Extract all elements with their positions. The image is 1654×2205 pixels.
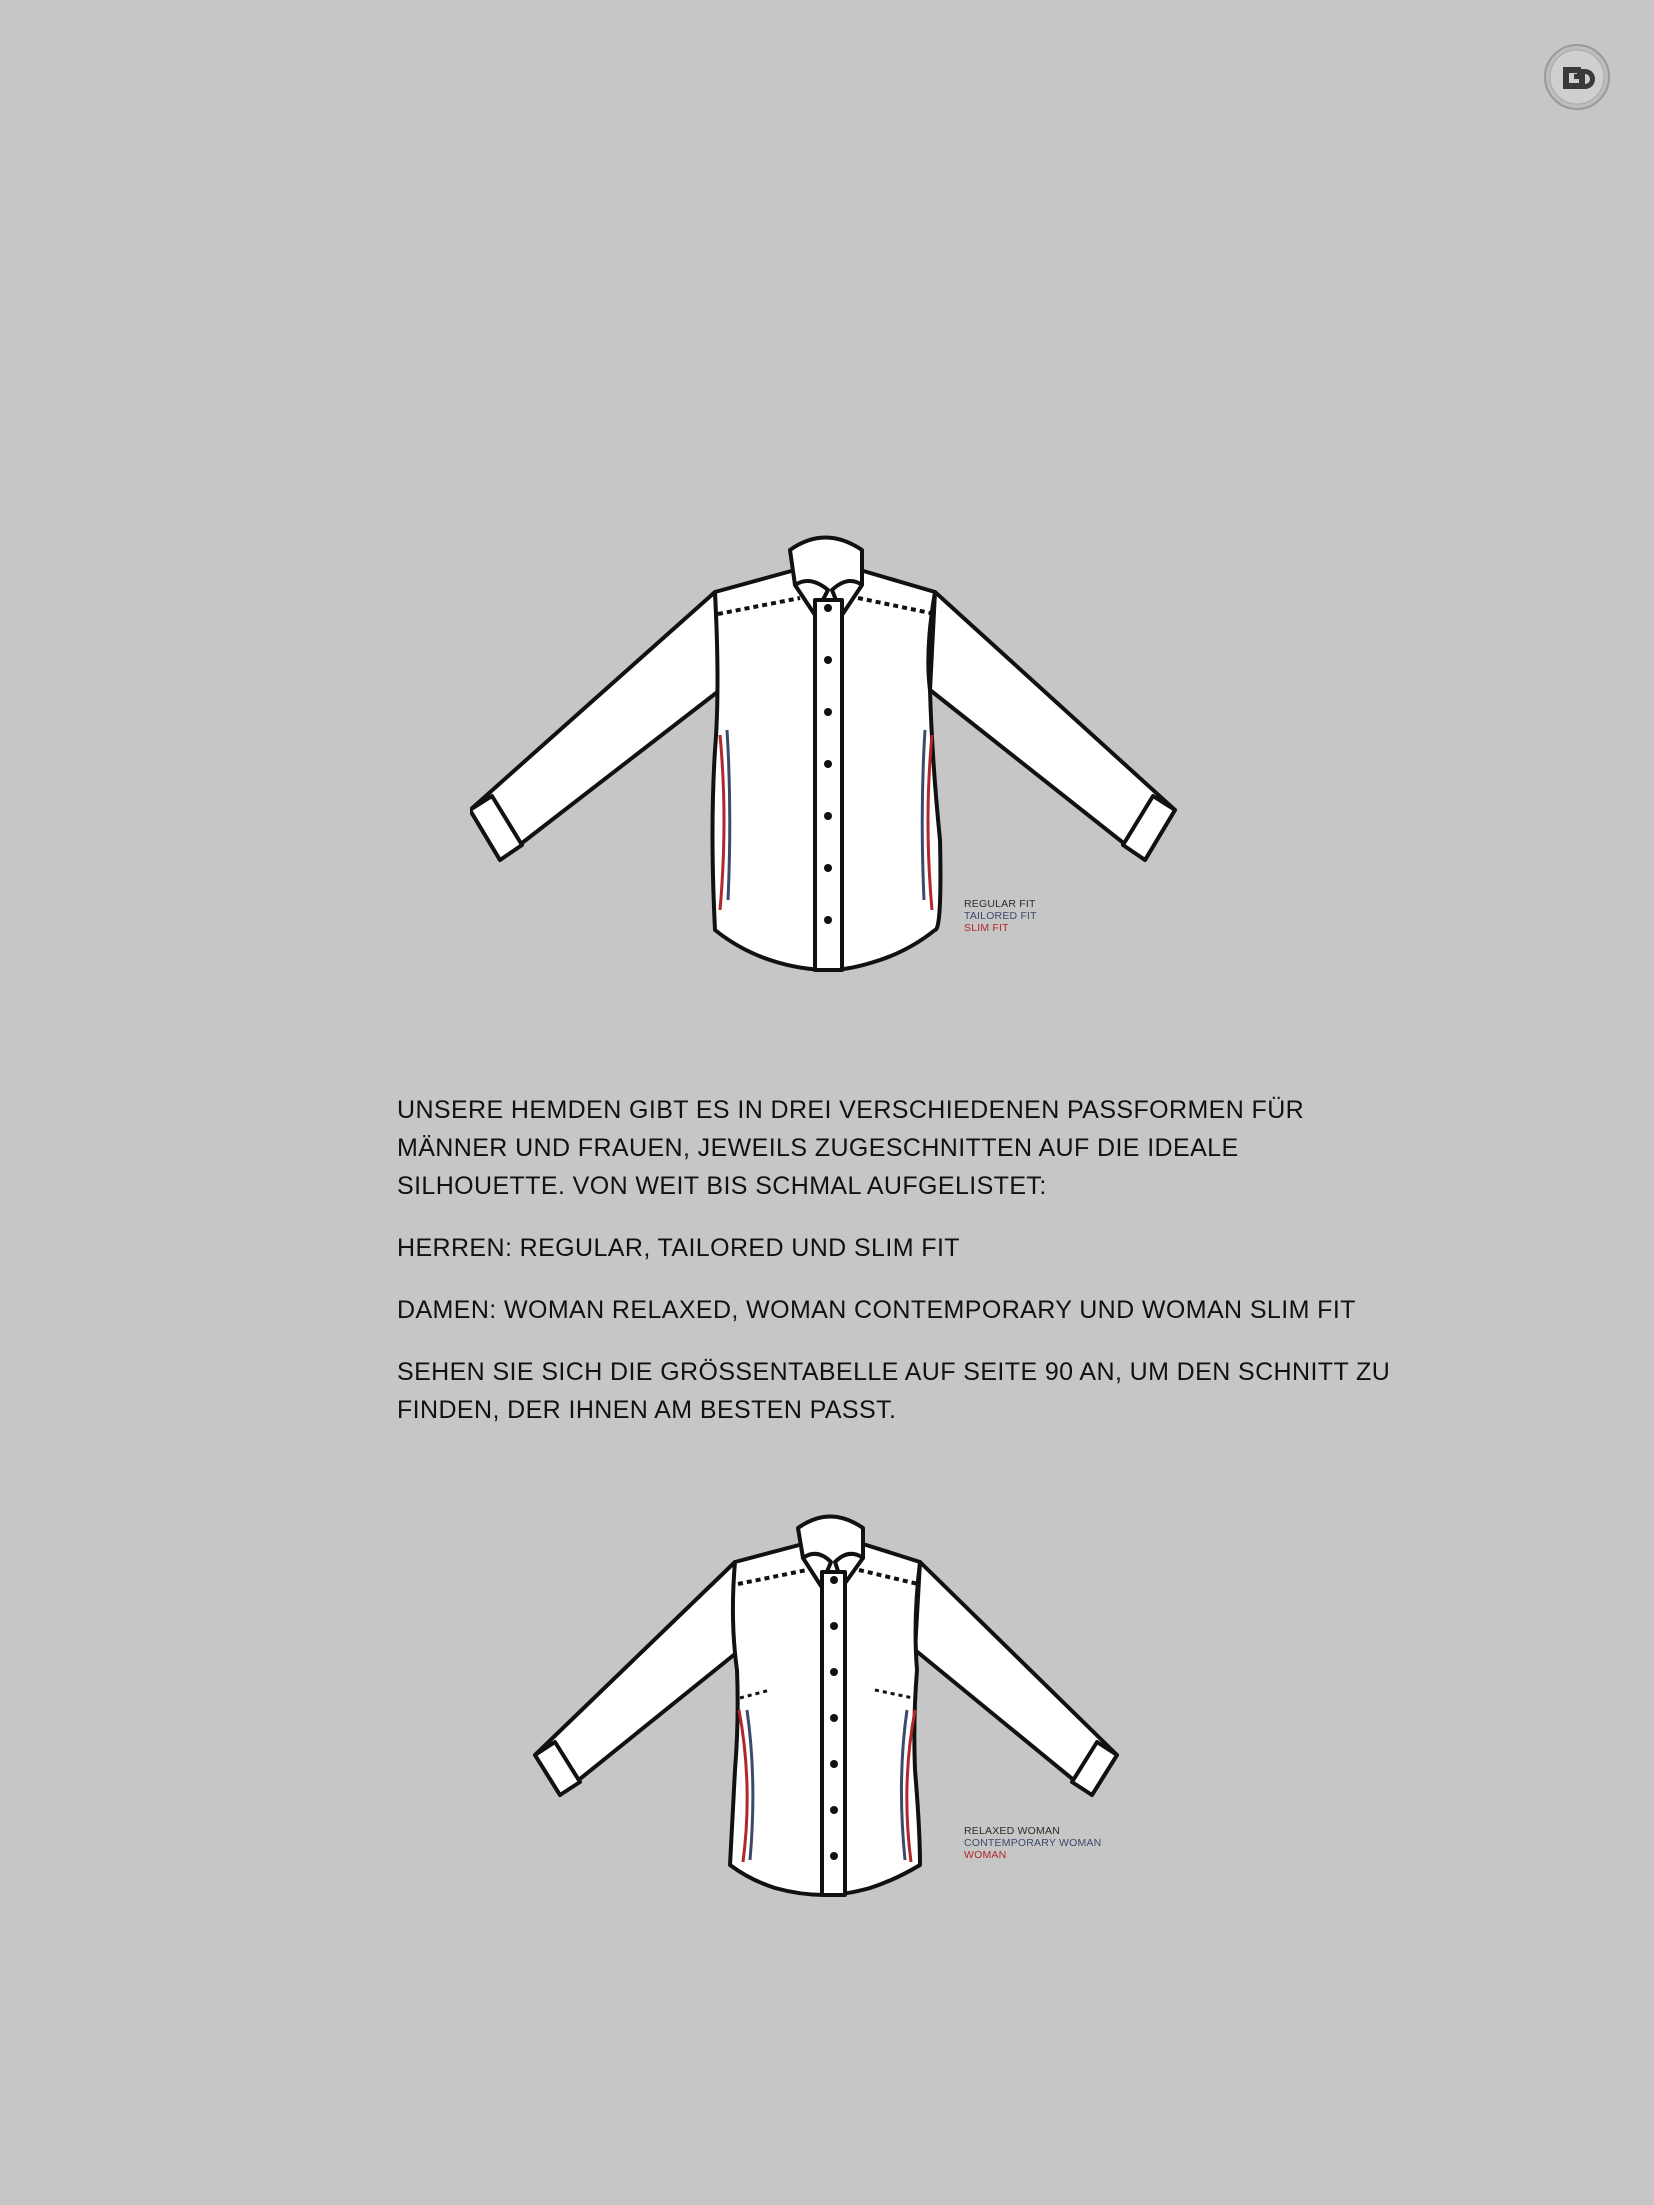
herren-paragraph: HERREN: REGULAR, TAILORED UND SLIM FIT — [397, 1234, 960, 1262]
brand-logo-icon — [1543, 43, 1611, 111]
womens-fit-legend — [964, 1825, 1101, 1861]
damen-paragraph: DAMEN: WOMAN RELAXED, WOMAN CONTEMPORARY UND WOMAN SLIM FIT — [397, 1296, 1356, 1324]
legend-contemporary-woman: CONTEMPORARY WOMAN — [964, 1837, 1102, 1849]
legend-regular-fit: REGULAR FIT — [964, 898, 1036, 910]
mens-shirt-illustration — [470, 530, 1190, 980]
legend-slim-fit: SLIM FIT — [964, 922, 1009, 934]
mens-fit-legend — [964, 898, 1037, 934]
legend-woman: WOMAN — [964, 1849, 1007, 1861]
fit-description — [397, 1091, 1407, 1453]
legend-relaxed-woman: RELAXED WOMAN — [964, 1825, 1060, 1837]
size-note-paragraph: SEHEN SIE SICH DIE GRÖSSENTABELLE AUF SEITE 90 AN, UM DEN SCHNITT ZU FINDEN, DER IHNEN AM BESTEN PASST. — [397, 1358, 1391, 1424]
legend-tailored-fit: TAILORED FIT — [964, 910, 1037, 922]
intro-paragraph: UNSERE HEMDEN GIBT ES IN DREI VERSCHIEDENEN PASSFORMEN FÜR MÄNNER UND FRAUEN, JEWEILS ZUGESCHNITTEN AUF DIE IDEALE SILHOUETTE. VON WEIT BIS SCHMAL AUFGELISTET: — [397, 1096, 1305, 1200]
